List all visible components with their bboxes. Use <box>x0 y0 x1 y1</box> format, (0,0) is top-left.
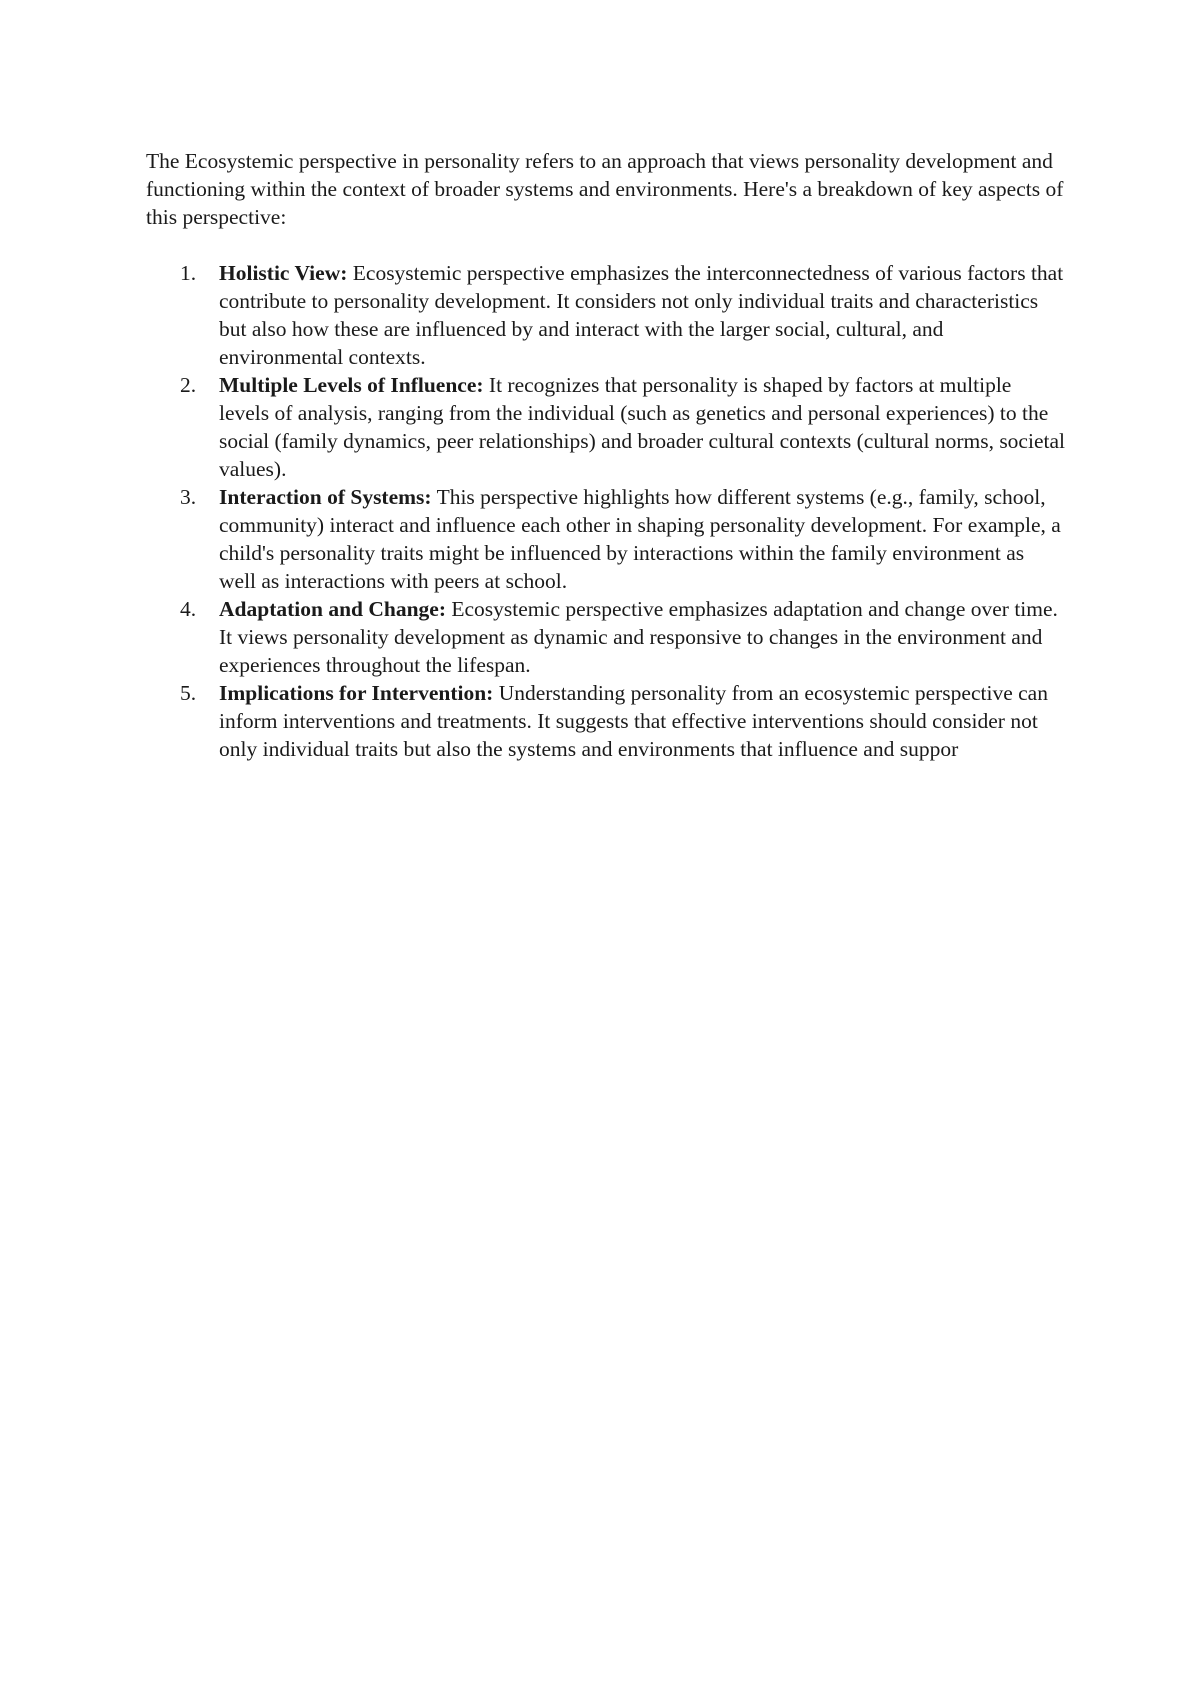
list-item-number: 3. <box>180 485 197 509</box>
list-item-text: This perspective highlights how different systems (e.g., family, school, community) interact and influence each other in shaping personality development. For example, a child's personality traits might be influenced by interactions within the family environment as well as interactions with peers at school. <box>219 485 1061 593</box>
intro-paragraph: The Ecosystemic perspective in personality refers to an approach that views personality development and functioning within the context of broader systems and environments. Here's a breakdown of key aspects of this perspective: <box>146 149 1064 229</box>
document-body <box>146 147 1066 763</box>
list-item-number: 2. <box>180 373 197 397</box>
list-item-number: 5. <box>180 681 197 705</box>
list-item <box>146 259 1066 371</box>
list-item <box>146 371 1066 483</box>
list-item-text: It recognizes that personality is shaped by factors at multiple levels of analysis, ranging from the individual (such as genetics and personal experiences) to the social (family dynamics, peer relationships) and broader cultural contexts (cultural norms, societal values). <box>219 373 1065 481</box>
list-item-text: Ecosystemic perspective emphasizes the interconnectedness of various factors that contribute to personality development. It considers not only individual traits and characteristics but also how these are influenced by and interact with the larger social, cultural, and environmental contexts. <box>219 261 1064 369</box>
list-item-number: 4. <box>180 597 197 621</box>
list-item-term: Holistic View: <box>219 261 348 285</box>
list-item-term: Adaptation and Change: <box>219 597 446 621</box>
list-item-term: Implications for Intervention: <box>219 681 494 705</box>
list-item <box>146 679 1066 763</box>
list-item <box>146 483 1066 595</box>
list-item-number: 1. <box>180 261 197 285</box>
list-item-term: Multiple Levels of Influence: <box>219 373 484 397</box>
list-item-term: Interaction of Systems: <box>219 485 432 509</box>
aspects-list <box>146 259 1066 763</box>
list-item-text: Understanding personality from an ecosystemic perspective can inform interventions and treatments. It suggests that effective interventions should consider not only individual traits but also the systems and environments that influence and suppor <box>219 681 1048 761</box>
list-item <box>146 595 1066 679</box>
list-item-text: Ecosystemic perspective emphasizes adaptation and change over time. It views personality development as dynamic and responsive to changes in the environment and experiences throughout the lifespan. <box>219 597 1058 677</box>
